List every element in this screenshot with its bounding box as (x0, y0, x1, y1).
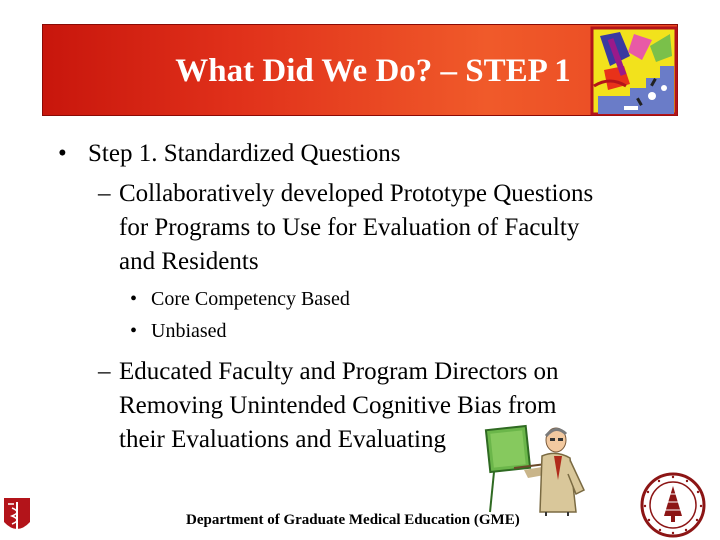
footer-department: Department of Graduate Medical Education (GME) (186, 512, 520, 528)
bullet-step1: Step 1. Standardized Questions (88, 140, 401, 167)
slide-title: What Did We Do? – STEP 1 (175, 52, 571, 89)
bullet-sub-1: • (130, 288, 138, 310)
sub-item2-line-1: Educated Faculty and Program Directors on (119, 358, 559, 385)
bullet-core-competency: Core Competency Based (151, 288, 350, 310)
sub-item-line-1: Collaboratively developed Prototype Questions (119, 180, 594, 207)
teacher-clipart-icon (484, 420, 590, 516)
bullet-unbiased: Unbiased (151, 320, 227, 342)
bullet-sub-2: • (130, 320, 138, 342)
sub-item-line-2: for Programs to Use for Evaluation of Faculty (119, 214, 580, 241)
sub-item-line-3: and Residents (119, 248, 259, 275)
sub-item2-line-3: their Evaluations and Evaluating (119, 426, 446, 453)
medicine-logo-icon (2, 496, 32, 536)
dash-2: – (98, 358, 111, 385)
sub-item2-line-2: Removing Unintended Cognitive Bias from (119, 392, 557, 419)
bullet-main: • (58, 140, 67, 167)
dash-1: – (98, 180, 111, 207)
university-seal-icon (638, 472, 708, 538)
